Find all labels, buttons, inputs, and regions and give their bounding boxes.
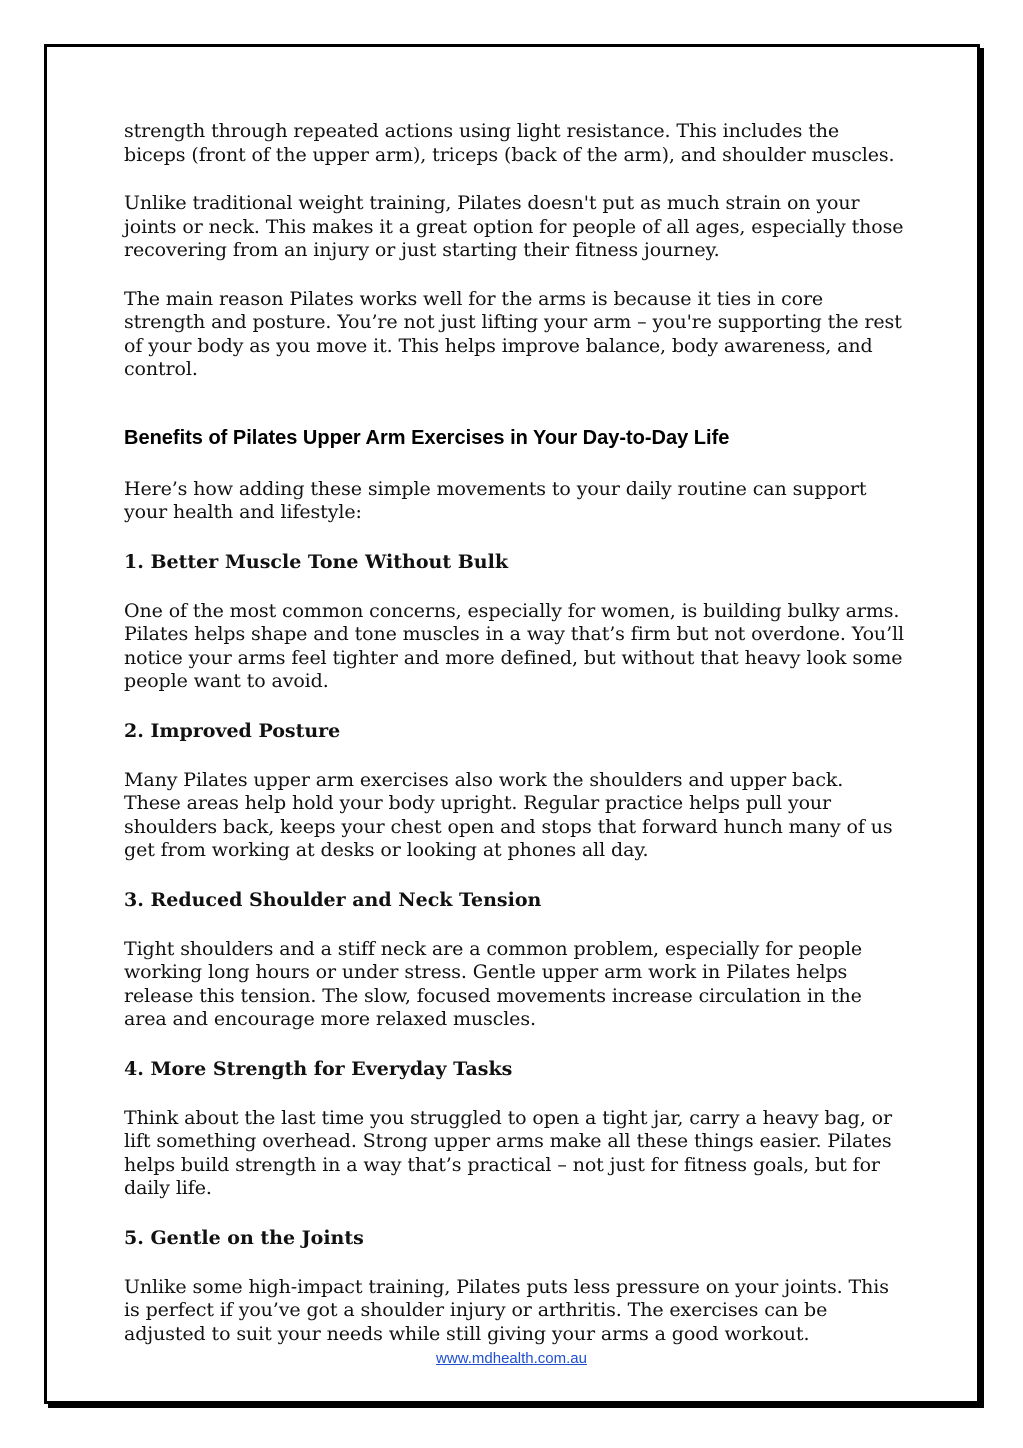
footer-website-link[interactable]: www.mdhealth.com.au: [436, 1350, 587, 1367]
benefit-heading-2: 2. Improved Posture: [124, 719, 341, 742]
benefit-body-3: Tight shoulders and a stiff neck are a common problem, especially for people working long hours or under stress. Gentle upper arm work in Pilates helps release this tension. The slow, focused movements increase circulation in the area and encourage more relaxed muscles.: [124, 937, 863, 1030]
section-heading-benefits: Benefits of Pilates Upper Arm Exercises in Your Day-to-Day Life: [124, 426, 730, 449]
benefit-heading-3: 3. Reduced Shoulder and Neck Tension: [124, 888, 542, 911]
benefit-body-4: Think about the last time you struggled to open a tight jar, carry a heavy bag, or lift something overhead. Strong upper arms make all these things easier. Pilates helps build strength in a way that’s practical – not just for fitness goals, but for daily life.: [124, 1106, 892, 1199]
benefit-heading-4: 4. More Strength for Everyday Tasks: [124, 1057, 513, 1080]
document-body: [124, 120, 904, 1371]
paragraph-weight-training: Unlike traditional weight training, Pilates doesn't put as much strain on your joints or neck. This makes it a great option for people of all ages, especially those recovering from an injury or just starting their fitness journey.: [124, 192, 904, 261]
benefit-body-1: One of the most common concerns, especially for women, is building bulky arms. Pilates helps shape and tone muscles in a way that’s firm but not overdone. You’ll notice your arms feel tighter and more defined, but without that heavy look some people want to avoid.: [124, 599, 904, 692]
benefit-heading-5: 5. Gentle on the Joints: [124, 1226, 364, 1249]
benefit-body-2: Many Pilates upper arm exercises also work the shoulders and upper back. These areas help hold your body upright. Regular practice helps pull your shoulders back, keeps your chest open and stops that forward hunch many of us get from working at desks or looking at phones all day.: [124, 768, 893, 861]
benefit-heading-1: 1. Better Muscle Tone Without Bulk: [124, 550, 508, 573]
benefit-body-5: Unlike some high-impact training, Pilates puts less pressure on your joints. This is perfect if you’ve got a shoulder injury or arthritis. The exercises can be adjusted to suit your needs while still giving your arms a good workout.: [124, 1275, 889, 1345]
paragraph-intro-continued: strength through repeated actions using light resistance. This includes the biceps (front of the upper arm), triceps (back of the arm), and shoulder muscles.: [124, 120, 895, 166]
paragraph-core-strength: The main reason Pilates works well for the arms is because it ties in core strength and posture. You’re not just lifting your arm – you're supporting the rest of your body as you move it. This helps improve balance, body awareness, and control.: [124, 287, 902, 380]
page-footer: [0, 1350, 1023, 1367]
paragraph-benefits-intro: Here’s how adding these simple movements to your daily routine can support your health and lifestyle:: [124, 477, 867, 523]
